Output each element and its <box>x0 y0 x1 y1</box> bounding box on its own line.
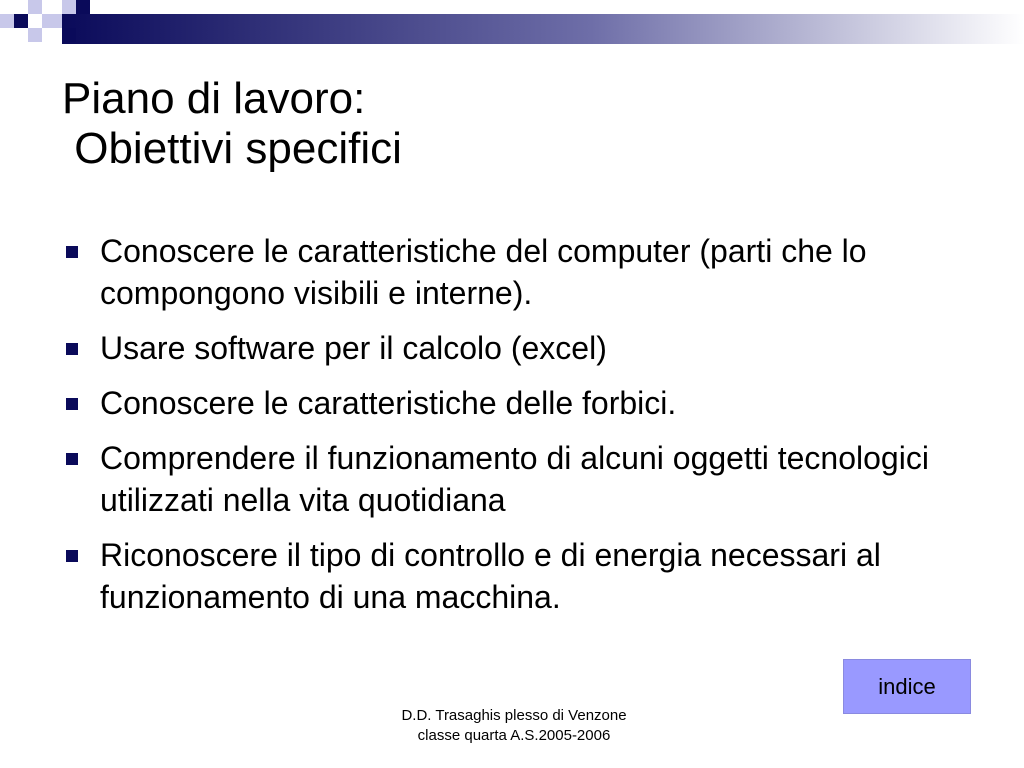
footer-line-1: D.D. Trasaghis plesso di Venzone <box>401 707 627 724</box>
list-item-text: Conoscere le caratteristiche del computer (parti che lo compongono visibili e interne). <box>100 233 867 311</box>
list-item-text: Comprendere il funzionamento di alcuni oggetti tecnologici utilizzati nella vita quotidiana <box>100 440 929 518</box>
footer-line-2: classe quarta A.S.2005-2006 <box>417 727 611 744</box>
list-item <box>64 437 964 521</box>
bullet-square-icon <box>66 453 78 465</box>
title-line-1: Piano di lavoro: <box>62 74 366 123</box>
bullet-square-icon <box>66 343 78 355</box>
objectives-list <box>64 230 964 631</box>
bullet-square-icon <box>66 398 78 410</box>
slide-title <box>62 74 402 174</box>
bullet-square-icon <box>66 246 78 258</box>
list-item <box>64 327 964 369</box>
list-item <box>64 382 964 424</box>
index-button[interactable]: indice <box>843 659 971 714</box>
list-item <box>64 230 964 314</box>
bullet-square-icon <box>66 550 78 562</box>
title-line-2: Obiettivi specifici <box>62 124 402 173</box>
list-item-text: Riconoscere il tipo di controllo e di energia necessari al funzionamento di una macchina. <box>100 537 881 615</box>
slide-footer <box>344 706 684 746</box>
header-decoration <box>0 0 1024 60</box>
list-item-text: Conoscere le caratteristiche delle forbici. <box>100 385 677 421</box>
list-item-text: Usare software per il calcolo (excel) <box>100 330 607 366</box>
list-item <box>64 534 964 618</box>
